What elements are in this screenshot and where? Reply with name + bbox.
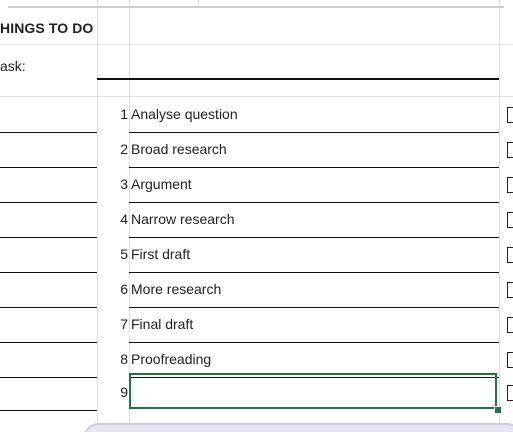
task-row[interactable] (0, 133, 513, 168)
bottom-panel[interactable] (83, 423, 513, 432)
row-number: 7 (120, 316, 128, 332)
task-checkbox[interactable] (507, 385, 513, 401)
row-number: 3 (120, 176, 128, 192)
row-gridline (0, 44, 513, 45)
task-checkbox[interactable] (507, 177, 513, 193)
row-number: 9 (120, 384, 128, 400)
task-text[interactable]: Analyse question (131, 106, 238, 122)
task-row[interactable] (0, 238, 513, 273)
task-row[interactable] (0, 168, 513, 203)
task-text[interactable]: Final draft (131, 316, 194, 332)
task-row[interactable] (0, 273, 513, 308)
row-number: 1 (120, 106, 128, 122)
task-checkbox[interactable] (507, 247, 513, 263)
task-checkbox[interactable] (507, 107, 513, 123)
task-text[interactable]: Argument (131, 176, 192, 192)
task-checkbox[interactable] (507, 282, 513, 298)
task-text[interactable]: Broad research (131, 141, 227, 157)
row-border (0, 410, 97, 411)
row-gridline (0, 96, 513, 97)
row-number: 4 (120, 211, 128, 227)
task-row[interactable] (0, 98, 513, 133)
task-text[interactable]: Proofreading (131, 351, 212, 367)
row-number: 2 (120, 141, 128, 157)
selected-cell[interactable] (129, 373, 497, 409)
task-text[interactable]: First draft (131, 246, 191, 262)
task-row[interactable] (0, 308, 513, 343)
task-text[interactable]: Narrow research (131, 211, 235, 227)
task-input-underline (97, 78, 499, 80)
page-title: HINGS TO DO (0, 20, 94, 36)
row-number: 6 (120, 281, 128, 297)
task-checkbox[interactable] (507, 317, 513, 333)
task-label: ask: (0, 58, 26, 74)
task-text[interactable]: More research (131, 281, 222, 297)
row-number: 5 (120, 246, 128, 262)
border-line (8, 6, 504, 8)
row-number: 8 (120, 351, 128, 367)
task-checkbox[interactable] (507, 142, 513, 158)
fill-handle[interactable] (494, 406, 502, 414)
task-checkbox[interactable] (507, 212, 513, 228)
task-row[interactable] (0, 203, 513, 238)
task-checkbox[interactable] (507, 352, 513, 368)
